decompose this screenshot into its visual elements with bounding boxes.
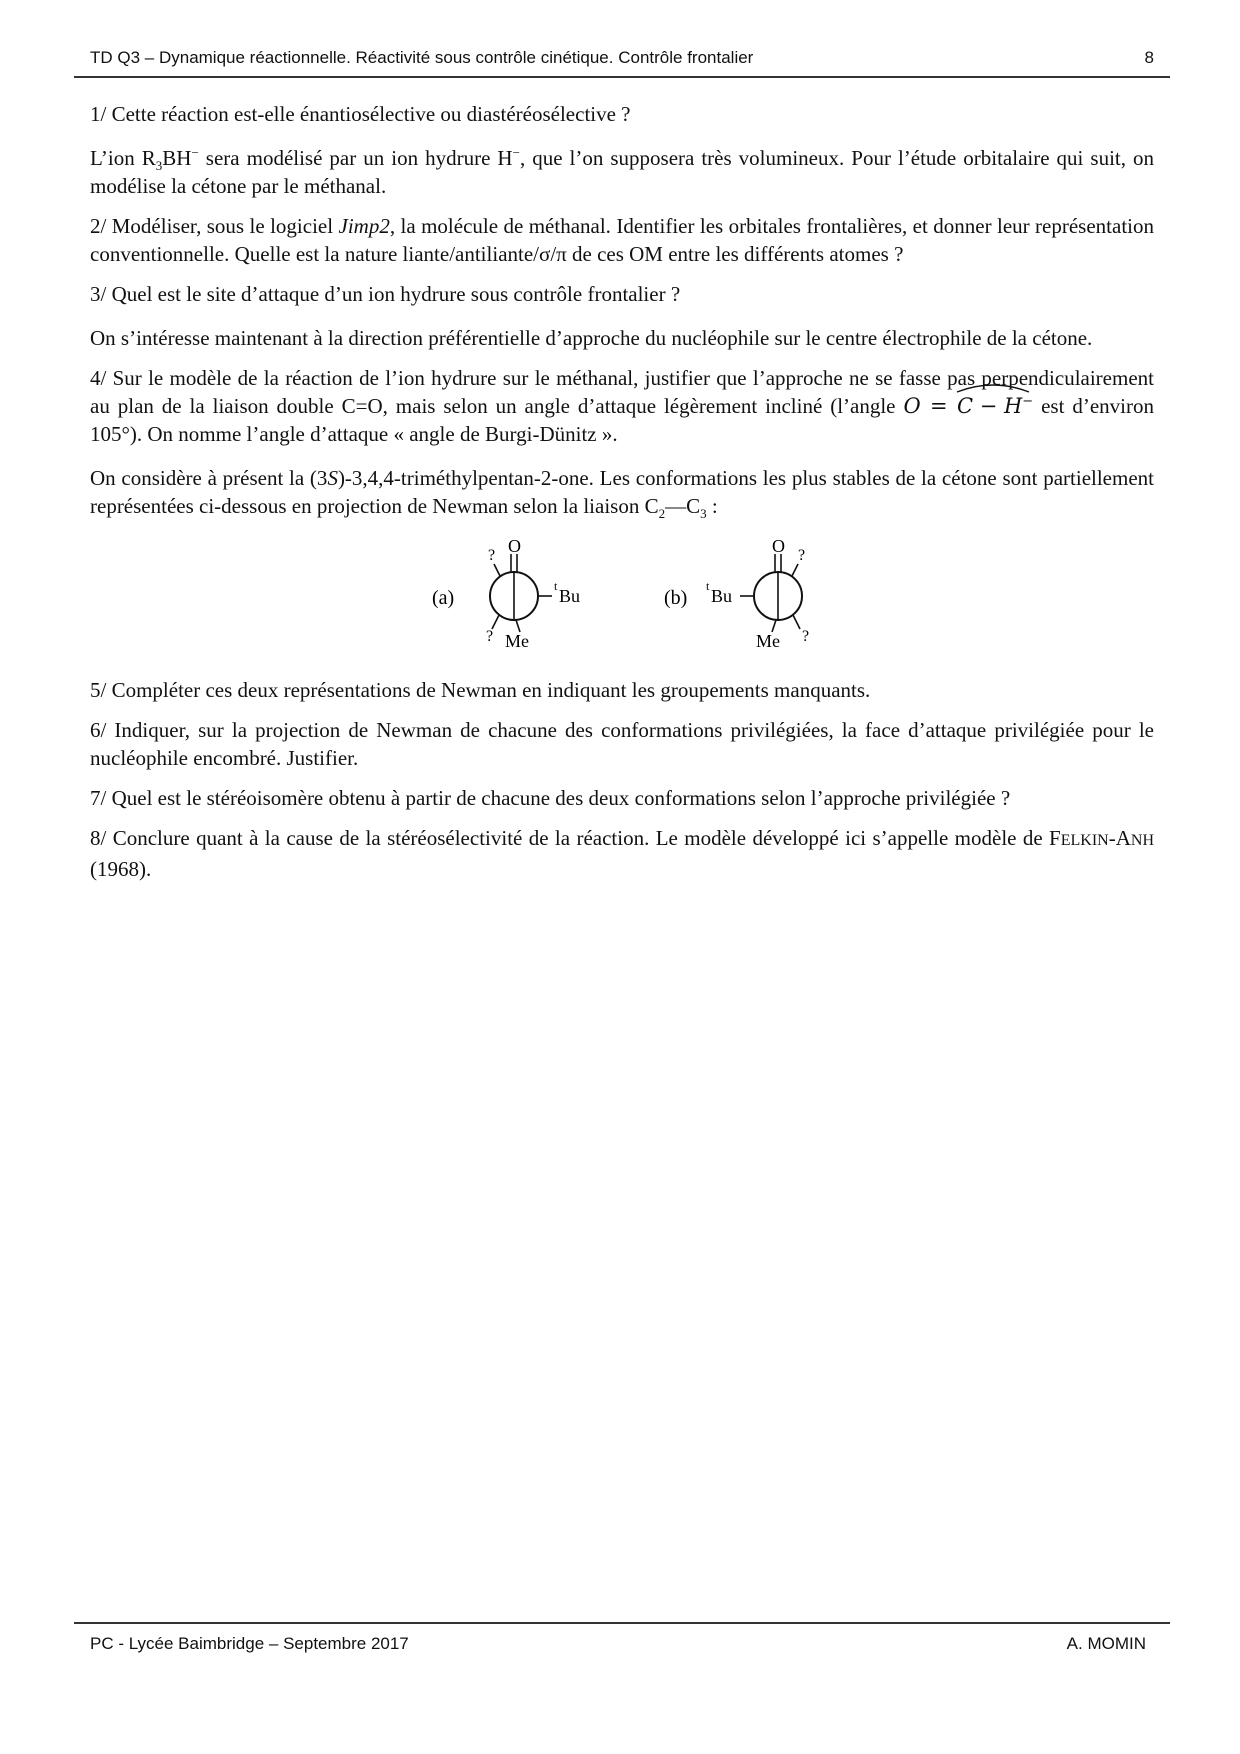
question-8: 8/ Conclure quant à la cause de la stéréosélectivité de la réaction. Le modèle développé ici s’appelle modèle de FELKIN-ANH (1968). [90,826,1154,881]
newman-svg [90,532,1154,662]
unknown-a-top: ? [488,547,496,564]
question-5: 5/ Compléter ces deux représentations de Newman en indiquant les groupements manquants. [90,678,871,702]
question-6: 6/ Indiquer, sur la projection de Newman de chacune des conformations privilégiées, la face d’attaque privilégiée pour le nucléophile encombré. Justifier. [90,718,1154,770]
question-2: 2/ Modéliser, sous le logiciel Jimp2, la molécule de méthanal. Identifier les orbitales frontalières, et donner leur représentation conventionnelle. Quelle est la nature liante/antiliante/σ/π de ces OM entre les différents atomes ? [90,214,1155,266]
tbu-b: Bu [711,586,733,606]
oxygen-label-a: O [508,536,521,556]
newman-projections-figure [90,532,1154,662]
question-1: 1/ Cette réaction est-elle énantiosélective ou diastéréosélective ? [90,102,631,126]
header-title: TD Q3 – Dynamique réactionnelle. Réactivité sous contrôle cinétique. Contrôle frontalier [90,48,754,67]
unknown-b-top: ? [798,547,806,564]
question-3: 3/ Quel est le site d’attaque d’un ion hydrure sous contrôle frontalier ? [90,282,681,306]
newman-a [486,536,580,651]
label-b: (b) [664,587,688,609]
page-footer [74,1622,1170,1658]
tbu-a: Bu [559,586,581,606]
tbu-sup-a: t [554,579,558,593]
angle-arc-icon [953,378,1033,394]
page-number: 8 [1144,48,1154,67]
unknown-a-bottom: ? [486,628,494,645]
footer-author: A. MOMIN [1066,1634,1146,1653]
me-b: Me [756,631,780,651]
intro-hydride: L’ion $R_3BH^-$ sera modélisé par un ion hydrure H−, que l’on supposera très volumineux. Pour l’étude orbitalaire qui suit, on modélise la cétone par le méthanal. [90,145,1154,198]
label-a: (a) [432,587,455,609]
question-4: 4/ Sur le modèle de la réaction de l’ion hydrure sur le méthanal, justifier que l’approche ne se fasse pas perpendiculairement au plan de la liaison double C=O, mais selon un angle d’attaque légèrement incliné (l’angle O = C − H− est d’environ 105°). On nomme l’angle d’attaque « angle de Burgi-Dünitz ». [90,366,1154,446]
angle-formula: O = C − H− [903,394,1033,418]
oxygen-label-b: O [772,536,785,556]
software-name: Jimp2 [338,214,390,238]
tbu-sup-b: t [706,579,710,593]
page-header [74,44,1170,78]
question-7: 7/ Quel est le stéréoisomère obtenu à partir de chacune des deux conformations selon l’approche privilégiée ? [90,786,1011,810]
intro-approach: On s’intéresse maintenant à la direction préférentielle d’approche du nucléophile sur le centre électrophile de la cétone. [90,326,1093,350]
document-body [90,100,1154,895]
unknown-b-bottom: ? [802,628,810,645]
newman-b [706,536,809,651]
footer-school: PC - Lycée Baimbridge – Septembre 2017 [90,1634,409,1653]
me-a: Me [505,631,529,651]
angle-arc: C − H [957,392,1022,420]
intro-conformations: On considère à présent la (3S)-3,4,4-triméthylpentan-2-one. Les conformations les plus stables de la cétone sont partiellement représentées ci-dessous en projection de Newman selon la liaison $C_2—C_3$ : [90,466,1154,522]
